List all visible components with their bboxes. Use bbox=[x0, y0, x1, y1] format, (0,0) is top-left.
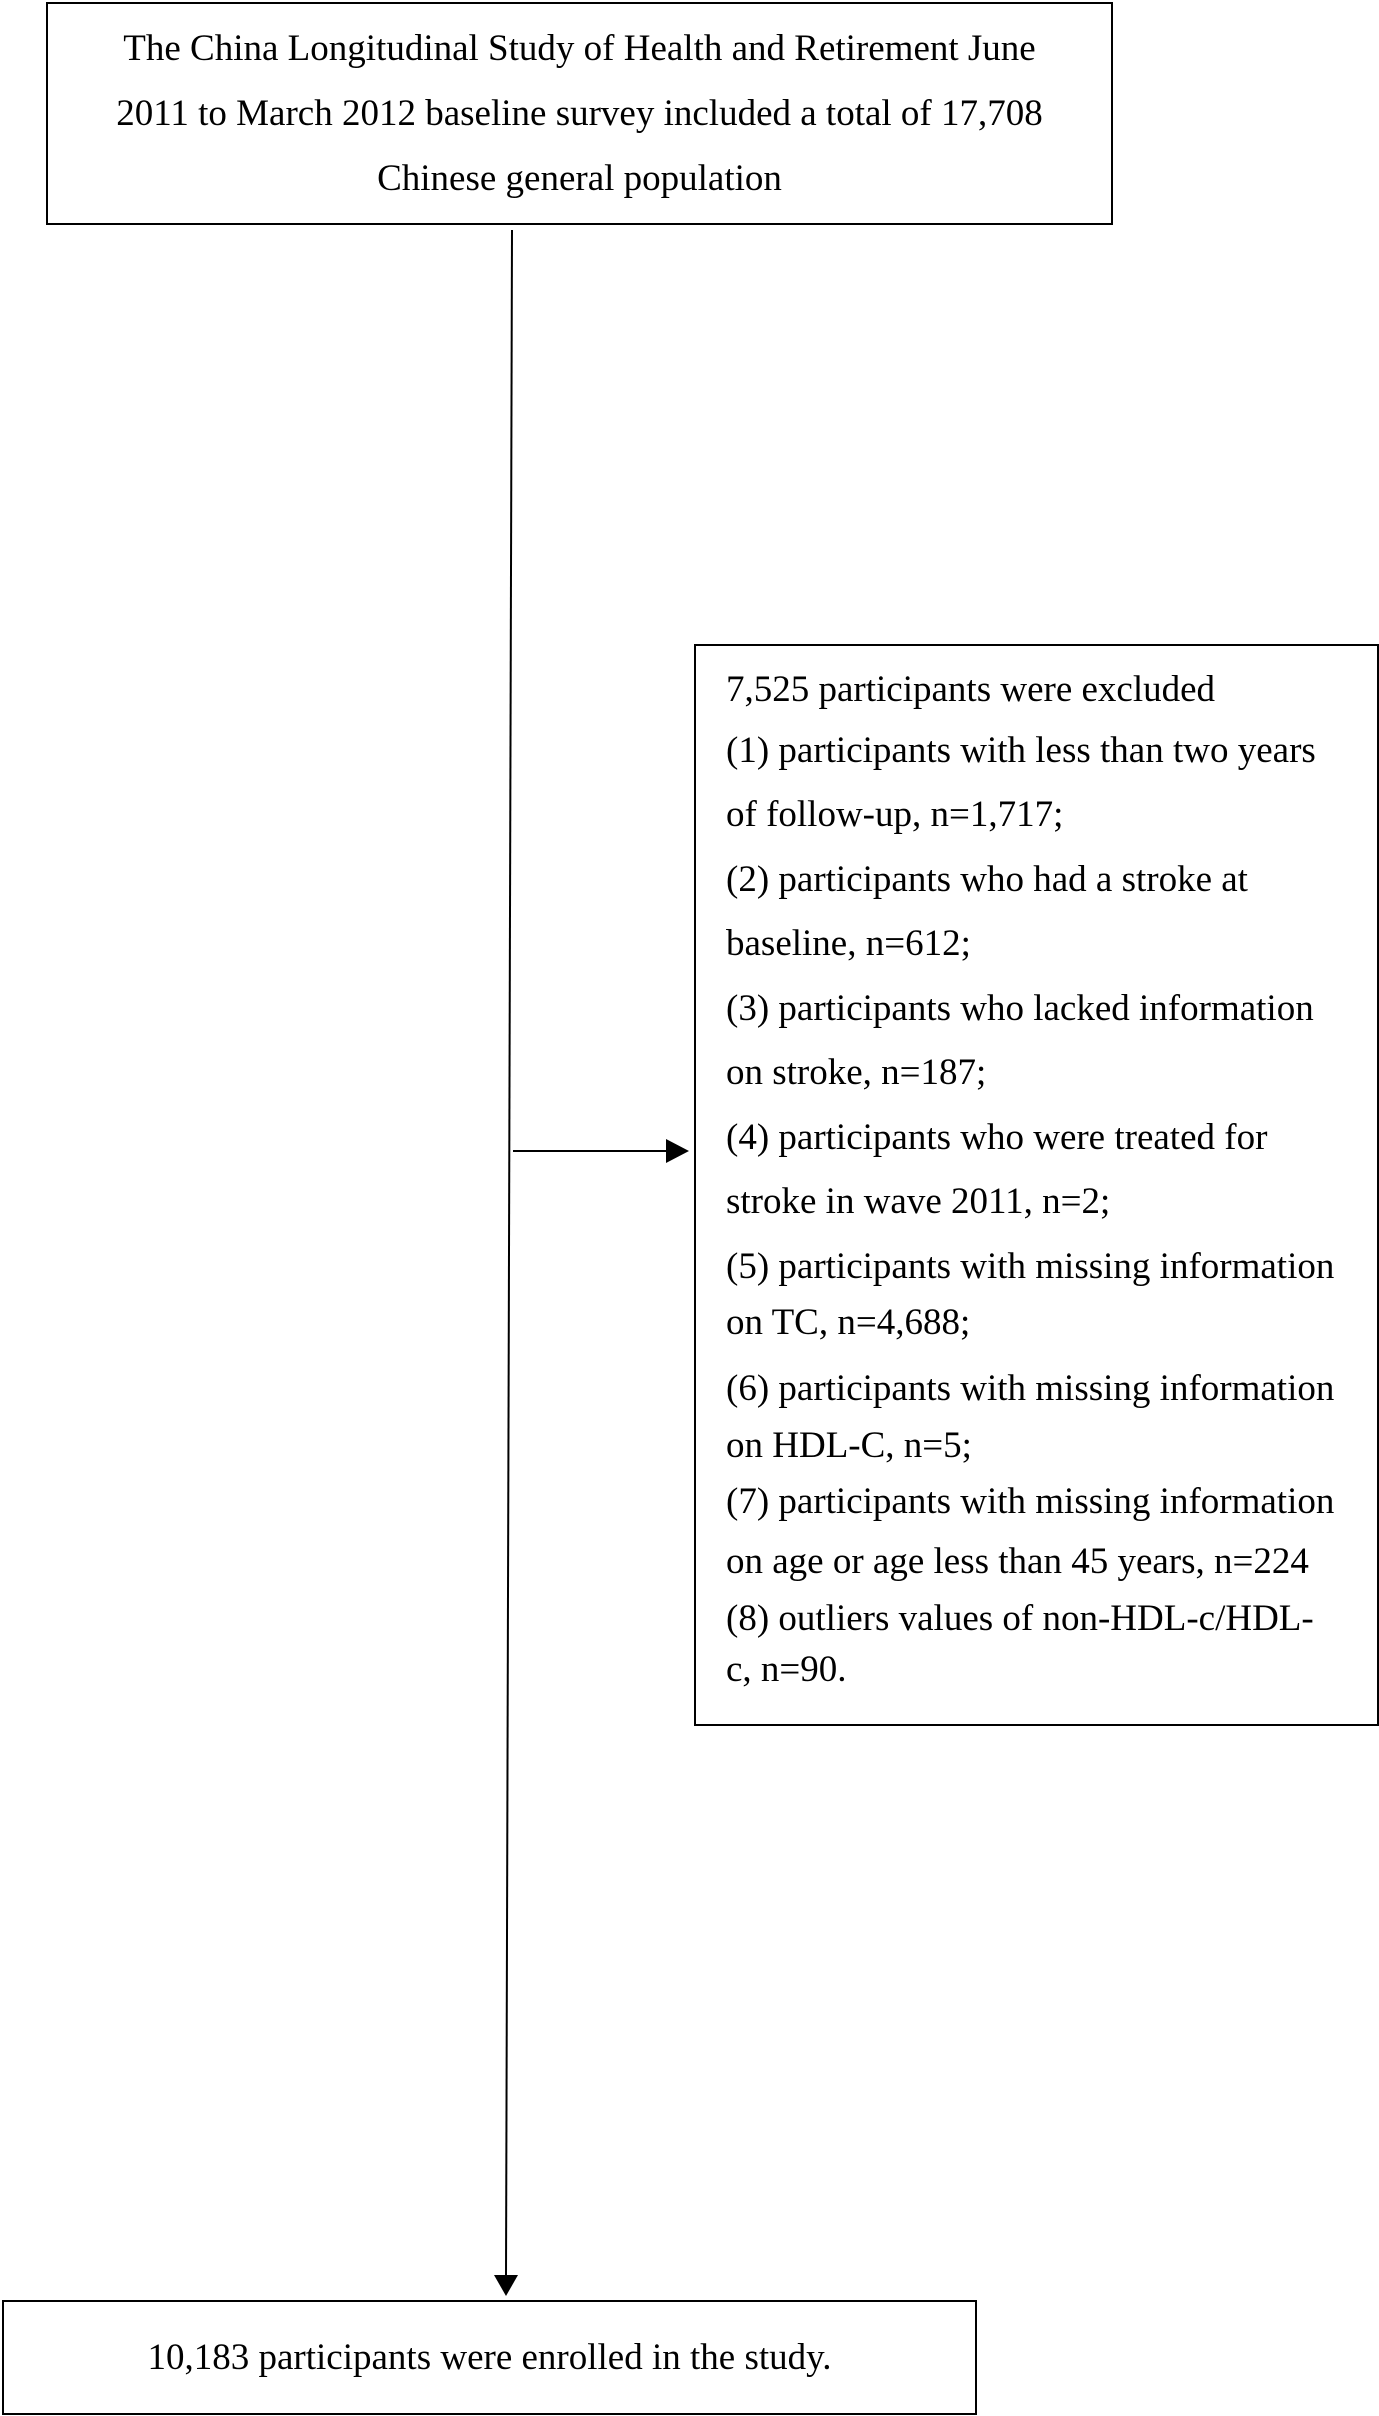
exclusion-line-14: on age or age less than 45 years, n=224 bbox=[726, 1541, 1309, 1582]
baseline-survey-box bbox=[46, 2, 1113, 225]
enrolled-participants-box bbox=[2, 2300, 977, 2415]
exclusion-line-13: (7) participants with missing information bbox=[726, 1481, 1335, 1522]
exclusion-line-1: (1) participants with less than two years bbox=[726, 730, 1316, 771]
exclusion-line-15: (8) outliers values of non-HDL-c/HDL- bbox=[726, 1598, 1314, 1639]
exclusion-line-3: (2) participants who had a stroke at bbox=[726, 859, 1248, 900]
exclusion-line-7: (4) participants who were treated for bbox=[726, 1117, 1268, 1158]
exclusion-line-16: c, n=90. bbox=[726, 1649, 847, 1690]
baseline-text-line-1: The China Longitudinal Study of Health and Retirement June bbox=[123, 28, 1036, 69]
exclusion-total: 7,525 participants were excluded bbox=[726, 669, 1216, 710]
exclusion-branch-arrowhead bbox=[666, 1139, 689, 1163]
exclusion-line-10: on TC, n=4,688; bbox=[726, 1302, 971, 1343]
exclusion-line-4: baseline, n=612; bbox=[726, 923, 971, 964]
exclusion-line-9: (5) participants with missing information bbox=[726, 1246, 1335, 1287]
exclusion-line-12: on HDL-C, n=5; bbox=[726, 1425, 972, 1466]
baseline-text-line-2: 2011 to March 2012 baseline survey included a total of 17,708 bbox=[116, 93, 1043, 134]
main-flow-arrowhead bbox=[494, 2275, 518, 2296]
enrolled-text: 10,183 participants were enrolled in the study. bbox=[147, 2337, 832, 2378]
main-flow-line bbox=[506, 230, 512, 2276]
baseline-text-line-3: Chinese general population bbox=[377, 158, 782, 199]
exclusion-line-5: (3) participants who lacked information bbox=[726, 988, 1314, 1029]
exclusion-line-2: of follow-up, n=1,717; bbox=[726, 794, 1064, 835]
exclusion-line-8: stroke in wave 2011, n=2; bbox=[726, 1181, 1111, 1222]
exclusion-line-6: on stroke, n=187; bbox=[726, 1052, 987, 1093]
exclusion-line-11: (6) participants with missing information bbox=[726, 1368, 1335, 1409]
exclusion-criteria-box bbox=[694, 644, 1379, 1726]
